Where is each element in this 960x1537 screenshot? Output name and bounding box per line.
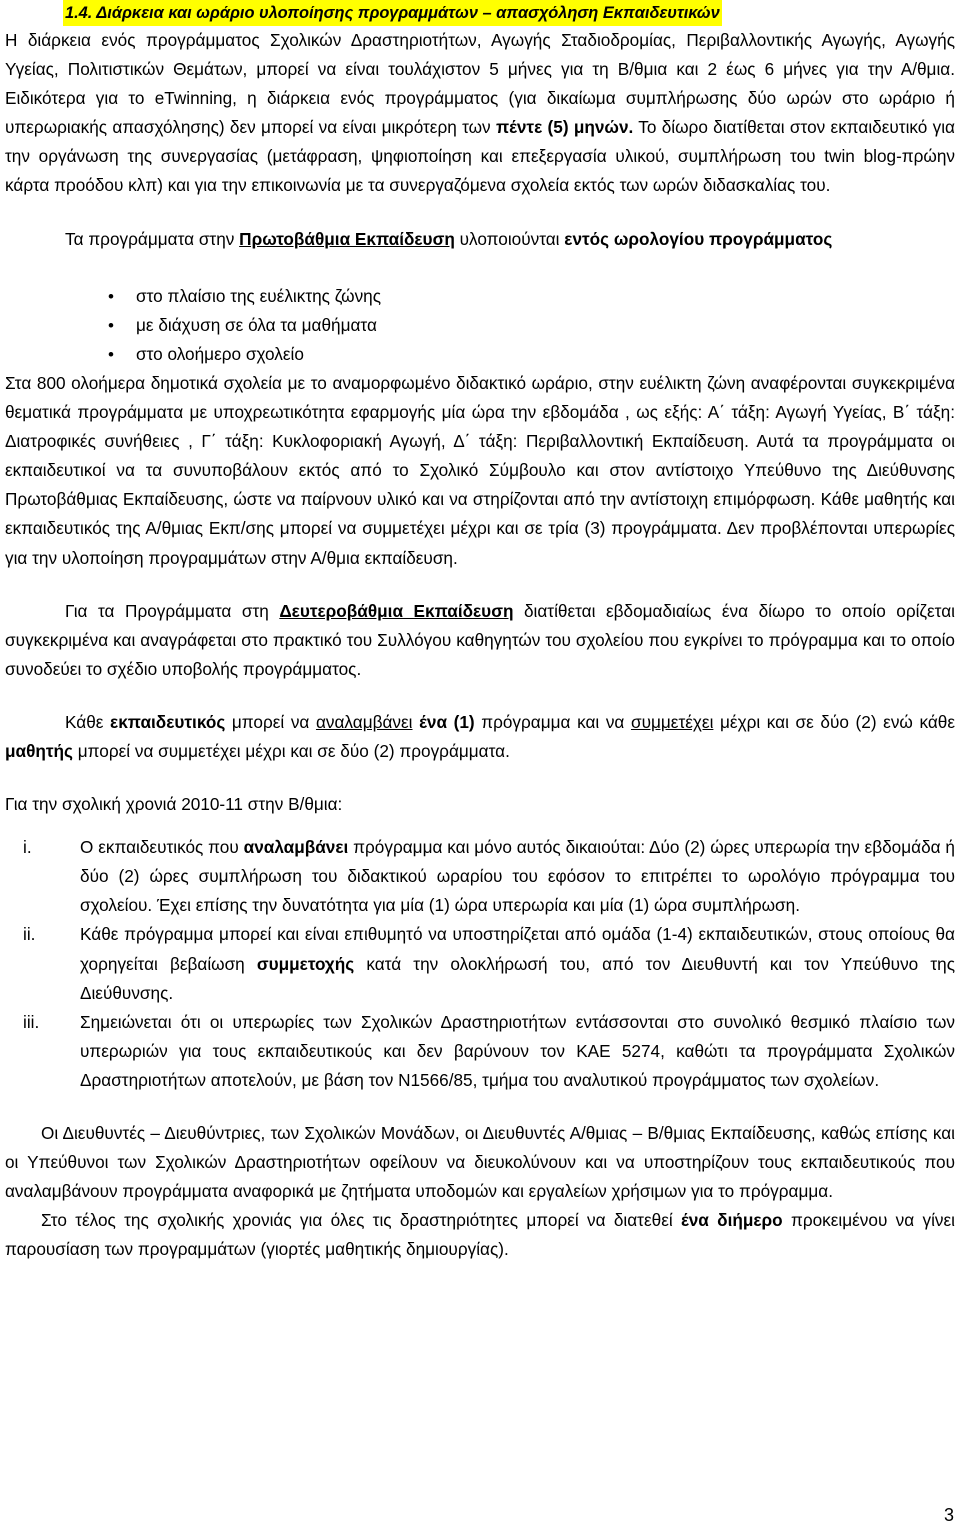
- roman-list: [5, 833, 955, 1095]
- primary-body-paragraph: [5, 369, 955, 573]
- each-teacher-paragraph: [5, 708, 955, 766]
- bold-text-run: μαθητής: [5, 740, 73, 761]
- bold-text-run: εντός ωρολογίου προγράμματος: [564, 228, 833, 249]
- roman-numeral: ii.: [23, 924, 36, 945]
- section-heading: 1.4. Διάρκεια και ωράριο υλοποίησης προγραμμάτων – απασχόληση Εκπαιδευτικών: [63, 0, 722, 26]
- bullet-item: [108, 340, 955, 369]
- text-run: υλοποιούνται: [454, 228, 565, 249]
- text-run: Σημειώνεται ότι οι υπερωρίες των Σχολικών Δραστηριοτήτων εντάσσονται στο συνολικό θεσμικό πλαίσιο των υπερωριών για τους εκπαιδευτικούς και δεν βαρύνουν τον ΚΑΕ 5274, καθώτι τα προγράμματα Σχολικών Δραστηριοτήτων αποτελούν, με βάση τον Ν1566/85, τμήμα του αναλυτικού προγράμματος των σχολείων.: [80, 1011, 955, 1090]
- roman-item: [5, 1008, 955, 1095]
- text-run: διατίθεται εβδομαδιαίως ένα δίωρο το οποίο ορίζεται συγκεκριμένα και αναγράφεται στο πρακτικό του Συλλόγου καθηγητών του σχολείου που εγκρίνει το πρόγραμμα και το οποίο συνοδεύει το σχέδιο υποβολής προγράμματος.: [5, 600, 955, 679]
- bold-text-run: αναλαμβάνει: [243, 837, 349, 858]
- bullet-icon: •: [108, 286, 114, 306]
- bullet-item: [108, 282, 955, 311]
- text-run: προκειμένου να γίνει παρουσίαση των προγραμμάτων (γιορτές μαθητικής δημιουργίας).: [5, 1210, 955, 1260]
- underlined-text-run: αναλαμβάνει: [315, 711, 413, 732]
- roman-numeral: i.: [23, 837, 32, 858]
- intro-paragraph: [5, 26, 955, 201]
- text-run: πρόγραμμα και μόνο αυτός δικαιούται: Δύο (2) ώρες υπερωρία την εβδομάδα ή δύο (2) ώρες συμπλήρωση του διδακτικού ωραρίου του εφόσον το επιτρέπει το ωρολόγιο πρόγραμμα του σχολείου. Έχει επίσης την δυνατότητα για μία (1) ώρα υπερωρία και μία (1) ώρα συμπλήρωση.: [80, 837, 955, 916]
- bold-text-run: Δευτεροβάθμια Εκπαίδευση: [279, 600, 514, 621]
- bullet-text: με διάχυση σε όλα τα μαθήματα: [136, 314, 377, 335]
- text-run: Κάθε: [65, 711, 111, 732]
- bold-text-run: Πρωτοβάθμια Εκπαίδευση: [239, 228, 455, 249]
- bold-text-run: ένα (1): [419, 711, 475, 732]
- text-run: Τα προγράμματα στην: [65, 228, 240, 249]
- school-year-paragraph: [5, 790, 955, 819]
- text-run: Στα 800 ολοήμερα δημοτικά σχολεία με το αναμορφωμένο διδακτικό ωράριο, στην ευέλικτη ζώνη αναφέρονται συγκεκριμένα θεματικά προγράμματα με υποχρεωτικότητα εφαρμογής μία ώρα την εβδομάδα , ως εξής: Α΄ τάξη: Αγωγή Υγείας, Β΄ τάξη: Διατροφικές συνήθειες , Γ΄ τάξη: Κυκλοφοριακή Αγωγή, Δ΄ τάξη: Περιβαλλοντική Εκπαίδευση. Αυτά τα προγράμματα οι εκπαιδευτικοί να τα συνυποβάλουν εκτός από το Σχολικό Σύμβουλο και στον αντίστοιχο Υπεύθυνο της Διεύθυνσης Πρωτοβάθμιας Εκπαίδευσης, ώστε να παίρνουν υλικό και να στηρίζονται από την αντίστοιχη επιμόρφωση. Κάθε μαθητής και εκπαιδευτικός της Α/θμιας Εκπ/σης μπορεί να συμμετέχει μέχρι και σε τρία (3) προγράμματα. Δεν προβλέπονται υπερωρίες για την υλοποίηση προγραμμάτων στην Α/θμια εκπαίδευση.: [5, 372, 955, 568]
- page-content: [5, 0, 955, 1264]
- page-number: 3: [943, 1505, 954, 1525]
- text-run: μπορεί να: [225, 711, 316, 732]
- bullet-text: στο πλαίσιο της ευέλικτης ζώνης: [136, 285, 382, 306]
- bold-text-run: εκπαιδευτικός: [110, 711, 226, 732]
- text-run: Ο εκπαιδευτικός που: [80, 837, 244, 858]
- bullet-list: [5, 282, 955, 369]
- text-run: Το δίωρο διατίθεται στον εκπαιδευτικό για την οργάνωση της συνεργασίας (μετάφραση, ψηφιοποίηση και επεξεργασία υλικού, συμπλήρωση του twin blog-πρώην κάρτα προόδου κλπ) και για την επικοινωνία με τα συνεργαζόμενα σχολεία εκτός των ωρών διδασκαλίας του.: [5, 117, 955, 196]
- roman-numeral: iii.: [23, 1011, 40, 1032]
- bullet-icon: •: [108, 315, 114, 335]
- roman-item: [5, 833, 955, 920]
- bullet-item: [108, 311, 955, 340]
- primary-intro-paragraph: [5, 225, 955, 254]
- text-run: Οι Διευθυντές – Διευθύντριες, των Σχολικών Μονάδων, οι Διευθυντές Α/θμιας – Β/θμιας Εκπαίδευσης, καθώς επίσης και οι Υπεύθυνοι των Σχολικών Δραστηριοτήτων οφείλουν να διευκολύνουν και να υποστηρίζουν τους εκπαιδευτικούς που αναλαμβάνουν προγράμματα αναφορικά με ζητήματα υποδομών και εργαλείων χρήσιμων για το πρόγραμμα.: [5, 1123, 955, 1202]
- text-run: Για την σχολική χρονιά 2010-11 στην Β/θμια:: [5, 794, 343, 815]
- secondary-paragraph: [5, 597, 955, 684]
- roman-item-text: [80, 837, 955, 915]
- directors-paragraph: [5, 1119, 955, 1206]
- text-run: Η διάρκεια ενός προγράμματος Σχολικών Δραστηριοτήτων, Αγωγής Σταδιοδρομίας, Περιβαλλοντικής Αγωγής, Αγωγής Υγείας, Πολιτιστικών Θεμάτων, μπορεί να είναι τουλάχιστον 5 μήνες για τη Β/θμια και 2 έως 6 μήνες για την Α/θμια. Ειδικότερα για το eTwinning, η διάρκεια ενός προγράμματος (για δικαίωμα συμπλήρωσης δύο ωρών στο ωράριο ή υπερωριακής απασχόλησης) δεν μπορεί να είναι μικρότερη των: [5, 30, 955, 138]
- underlined-text-run: συμμετέχει: [630, 711, 714, 732]
- bold-text-run: συμμετοχής: [256, 953, 355, 974]
- bullet-text: στο ολοήμερο σχολείο: [136, 343, 304, 364]
- text-run: κατά την ολοκλήρωσή του, από τον Διευθυντή και τον Υπεύθυνο της Διεύθυνσης.: [80, 953, 955, 1003]
- bullet-icon: •: [108, 344, 114, 364]
- text-run: Κάθε πρόγραμμα μπορεί και είναι επιθυμητό να υποστηρίζεται από ομάδα (1-4) εκπαιδευτικών, στους οποίους θα χορηγείται βεβαίωση: [80, 924, 955, 974]
- bold-text-run: ένα διήμερο: [680, 1210, 783, 1231]
- bold-text-run: πέντε (5) μηνών.: [495, 117, 634, 138]
- text-run: μέχρι και σε δύο (2) ενώ κάθε: [713, 711, 955, 732]
- text-run: πρόγραμμα και να: [474, 711, 631, 732]
- text-run: Για τα Προγράμματα στη: [65, 600, 280, 621]
- roman-item-text: [80, 924, 955, 1002]
- end-year-paragraph: [5, 1206, 955, 1264]
- roman-item: [5, 920, 955, 1007]
- text-run: Στο τέλος της σχολικής χρονιάς για όλες τις δραστηριότητες μπορεί να διατεθεί: [41, 1210, 681, 1231]
- text-run: μπορεί να συμμετέχει μέχρι και σε δύο (2) προγράμματα.: [72, 740, 510, 761]
- roman-item-text: [80, 1012, 955, 1090]
